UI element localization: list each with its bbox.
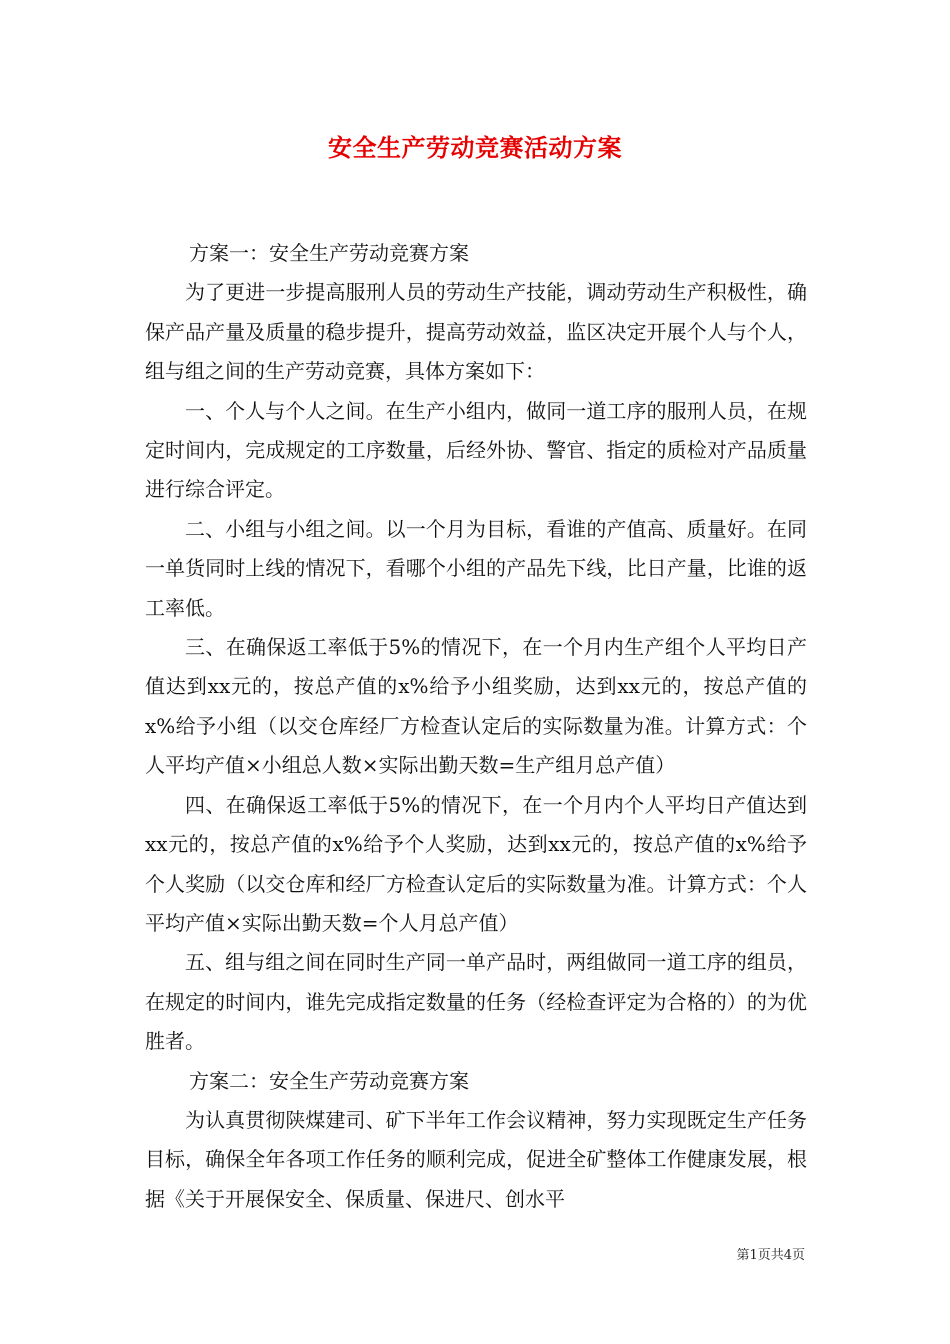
paragraph-item-two: 二、小组与小组之间。以一个月为目标，看谁的产值高、质量好。在同一单货同时上线的情况下，看哪个小组的产品先下线，比日产量，比谁的返工率低。 [145, 516, 807, 620]
paragraph-item-four: 四、在确保返工率低于5%的情况下，在一个月内个人平均日产值达到xx元的，按总产值的x%给予个人奖励，达到xx元的，按总产值的x%给予个人奖励（以交仓库和经厂方检查认定后的实际数量为准。计算方式：个人平均产值×实际出勤天数=个人月总产值） [145, 792, 807, 935]
paragraph-item-one: 一、个人与个人之间。在生产小组内，做同一道工序的服刑人员，在规定时间内，完成规定的工序数量，后经外协、警官、指定的质检对产品质量进行综合评定。 [145, 398, 807, 502]
paragraph-intro: 为了更进一步提高服刑人员的劳动生产技能，调动劳动生产积极性，确保产品产量及质量的稳步提升，提高劳动效益，监区决定开展个人与个人，组与组之间的生产劳动竞赛，具体方案如下： [145, 280, 807, 384]
page-number: 第1页共4页 [736, 1248, 805, 1263]
section-heading-plan-one: 方案一：安全生产劳动竞赛方案 [189, 241, 469, 265]
document-title: 安全生产劳动竞赛活动方案 [328, 133, 622, 162]
paragraph-plan-two-intro: 为认真贯彻陕煤建司、矿下半年工作会议精神，努力实现既定生产任务目标，确保全年各项工作任务的顺利完成，促进全矿整体工作健康发展，根据《关于开展保安全、保质量、保进尺、创水平 [145, 1107, 807, 1211]
paragraph-item-five: 五、组与组之间在同时生产同一单产品时，两组做同一道工序的组员，在规定的时间内，谁先完成指定数量的任务（经检查评定为合格的）的为优胜者。 [145, 950, 807, 1054]
document-body [145, 234, 807, 1219]
paragraph-item-three: 三、在确保返工率低于5%的情况下，在一个月内生产组个人平均日产值达到xx元的，按总产值的x%给予小组奖励，达到xx元的，按总产值的x%给予小组（以交仓库经厂方检查认定后的实际数量为准。计算方式：个人平均产值×小组总人数×实际出勤天数=生产组月总产值） [145, 635, 807, 778]
section-heading-plan-two: 方案二：安全生产劳动竞赛方案 [189, 1068, 469, 1093]
